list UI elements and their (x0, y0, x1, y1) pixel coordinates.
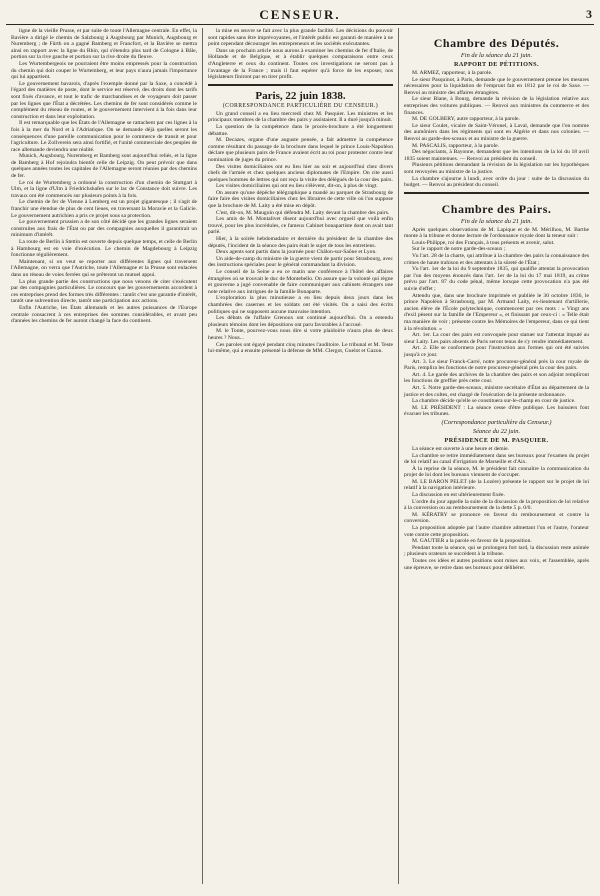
masthead (6, 6, 594, 25)
article-paragraph: Art. 2. Elle se conformera pour l'instruction aux formes qui ont été suivies jusqu'à ce jour. (404, 345, 589, 358)
article-paragraph: On assure qu'une dépêche télégraphique a mandé au parquet de Strasbourg de faire faire des visites domiciliaires chez les libraires de cette ville où l'on suppose que la brochure de M. Laity a été mise en dépôt. (208, 189, 393, 210)
article-paragraph: Plusieurs pétitions demandant la révision de la législation sur les hypothèques sont renvoyées au ministre de la justice. (404, 162, 589, 175)
article-paragraph: Toutes ces idées et autres positions sont mises aux voix, et l'assemblée, après une épreuve, se retire dans ses bureaux pour délibérer. (404, 558, 589, 571)
article-paragraph: M. LE PRÉSIDENT : La séance cesse d'être publique. Les huissiers font évacuer les tribunes. (404, 404, 589, 418)
session-date: Séance du 22 juin. (472, 427, 521, 435)
column-3 (398, 28, 594, 884)
article-paragraph: Le gouvernement prussien a de son côté décidé que les grandes lignes seraient construites aux frais de l'État ou par des compagnies auxquelles il garantirait un minimum d'intérêt. (11, 219, 197, 239)
correspondence-note: (Correspondance particulière du Censeur.) (441, 418, 552, 426)
article-paragraph: Le chemin de fer de Vienne à Lemberg est un projet gigantesque ; il s'agit de franchir une étendue de plus de cent lieues, en traversant la Moravie et la Galicie. Le gouvernement autrichien a pris ce projet sous sa protection. (11, 199, 197, 219)
article-paragraph: Enfin l'Autriche, les États allemands et les autres puissances de l'Europe centrale consacrent à ces entreprises des sommes considérables, et avant peu d'années les chemins de fer auront changé la face du continent. (11, 304, 197, 325)
article-paragraph: M. le Tonte, pourvez-vous nous dire si votre plaidoirie n'aura plus de deux heures ? Nous... (208, 328, 393, 341)
article-paragraph: Deux agents sont partis dans la journée pour Châlon-sur-Saône et Lyon. (216, 249, 377, 256)
article-paragraph: Un grand conseil a eu lieu mercredi chez M. Pasquier. Les ministres et les principaux membres de la chambre des pairs y assistaient. Il a duré jusqu'à minuit. (208, 110, 393, 124)
article-paragraph: La chambre décide qu'elle se constituera sur-le-champ en cour de justice. (412, 398, 576, 405)
article-paragraph: Un aide-de-camp du ministre de la guerre vient de partir pour Strasbourg, avec des instructions spéciales pour le général commandant la division. (208, 255, 393, 269)
article-paragraph: La discussion en est ultérieurement fixée. (412, 492, 505, 499)
article-paragraph: Vu l'art. 1er de la loi du 9 septembre 1835, qui qualifie attentat la provocation par l'un des moyens énoncés dans l'art. 1er de la loi du 17 mai 1819, au crime prévu par l'art. 87 du code pénal, même lorsque cette provocation n'a pas été suivie d'effet ; (404, 266, 589, 293)
section-heading: Chambre des Pairs. (441, 201, 552, 216)
section-divider (404, 192, 589, 194)
article-paragraph: Les amis de M. Montalivet disent aujourd'hui avec orgueil que voilà enfin trouvé, pour les plus incrédules, ce fameux Cabinet bonapartiste dont on avait tant parlé. (208, 216, 393, 236)
article-paragraph: M. PASCALIS, rapporteur, à la parole. (412, 142, 500, 149)
article-paragraph: Le sieur Biane, à Bourg, demande la révision de la législation relative aux entreprises des voitures publiques. — Renvoi aux ministres du commerce et des finances. (404, 96, 589, 116)
article-paragraph: Il est remarquable que les États de l'Allemagne se rattachent par ces lignes à la fois à la mer du Nord et à l'Adriatique. On se demande déjà quelles seront les conséquences d'une pareille communication pour le commerce de transit et pour l'agriculture. Le Zollverein sera ainsi fortifié, et l'unité commerciale des peuples de race allemande deviendra une réalité. (11, 120, 197, 153)
section-subheading: Fin de la séance du 21 juin. (460, 217, 533, 225)
article-paragraph: Le sieur Pasquinot, à Paris, demande que le gouvernement prenne les mesures nécessaires pour la liquidation de l'emprunt fait en 1812 par le roi de Saxe. — Renvoi au ministre des affaires étrangères. (404, 76, 589, 96)
article-paragraph: La route de Berlin à Stettin est ouverte depuis quelque temps, et celle de Berlin à Hambourg est en voie d'exécution. Le chemin de Magdebourg à Leipzig fonctionne régulièrement. (11, 239, 197, 259)
article-paragraph: La plus grande partie des constructions que nous venons de citer s'exécutent par des compagnies particulières. Le concours que les gouvernements accordent à ces entreprises prend des formes très différentes : tantôt c'est une garantie d'intérêt, tantôt une subvention directe, tantôt une participation aux actions. (11, 278, 197, 305)
article-paragraph: La proposition adoptée par l'autre chambre admettant l'un et l'autre, l'orateur vote contre cette proposition. (404, 525, 589, 538)
article-paragraph: L'exploration la plus minutieuse a eu lieu depuis deux jours dans les chambrées des casernes et les soldats ont été visités. On a saisi des écrits politiques qui ne supposent aucune mauvaise intention. (208, 295, 393, 315)
article-paragraph: La chambre s'ajourne à lundi, avec ordre du jour : suite de la discussion du budget. — Renvoi au président du conseil. (404, 175, 589, 189)
article-paragraph: Des négociants, à Bayonne, demandent que les intentions de la loi du 18 avril 1835 soient maintenues. — Renvoi au président du conseil. (404, 149, 589, 162)
newspaper-page (6, 6, 594, 884)
article-paragraph: Hier, à la soirée hebdomadaire et dernière du président de la chambre des députés, l'incident de la séance des pairs était le sujet de tous les entretiens. (208, 236, 393, 249)
presidency-heading: PRÉSIDENCE DE M. PASQUIER. (444, 436, 549, 444)
article-paragraph: Le roi de Wurtemberg a ordonné la construction d'un chemin de Stuttgart à Ulm, et la ligne d'Ulm à Friedrichshafen sur le lac de Constance doit suivre. Les travaux ont été commencés sur plusieurs points à la fois. (11, 179, 197, 199)
article-paragraph: Les visites domiciliaires qui ont eu lieu s'élèvent, dit-on, à plus de vingt. (216, 183, 378, 190)
article-paragraph: Louis-Philippe, roi des Français, à tous présents et avenir, salut. (412, 239, 555, 246)
article-paragraph: Art. 1er. La cour des pairs est convoquée pour statuer sur l'attentat imputé au sieur Laity. Les pairs absents de Paris seront tenus de s'y rendre immédiatement. (404, 332, 589, 345)
article-paragraph: Dans un prochain article nous aurons à examiner les chemins de fer d'Italie, de Hollande et de Belgique, et à établir quelques comparaisons entre ceux d'Angleterre et ceux du continent. Toutes ces investigations ne seront pas à l'avantage de la France ; mais il faut espérer qu'à force de les exposer, nos législateurs finiront par en tirer profit. (208, 47, 393, 81)
article-paragraph: la mise en œuvre se fait avec la plus grande facilité. Les décisions du pouvoir sont rapides sans être imprévoyantes, et l'intérêt public est garanti de manière à ne point cependant décourager les entrepreneurs et les sociétés exécutantes. (208, 28, 393, 48)
article-paragraph: La séance est ouverte à une heure et demie. (412, 445, 510, 452)
article-paragraph: Pendant toute la séance, qui se prolongera fort tard, la discussion reste animée ; plusieurs orateurs se succèdent à la tribune. (404, 544, 589, 558)
article-paragraph: M. GAUTIER a la parole en faveur de la proposition. (412, 538, 532, 545)
section-subheading: Fin de la séance du 21 juin. (460, 52, 533, 59)
article-paragraph: ligne de la vieille Prusse, et par suite de toute l'Allemagne centrale. En effet, la Bavière a dirigé le chemin de Salzbourg à Augsbourg par Munich, Augsbourg et Nuremberg ; de Fürth on a gagné Bamberg et Francfort, et la Bavière se mettra ainsi en rapport avec la ligne du Rhin, qui s'étendra plus tard de Cologne à Bâle, portion sur la rive gauche et portion sur la rive droite du fleuve. (11, 28, 197, 61)
article-paragraph: Des visites domiciliaires ont eu lieu hier au soir et aujourd'hui chez divers chefs de l'armée et chez quelques anciens diplomates de l'Empire. On cite aussi quelques hommes de lettres qui ont reçu la visite des délégués de la cour des pairs. (208, 163, 393, 183)
article-paragraph: Le conseil de la Seine a eu ce matin une conférence à l'hôtel des affaires étrangères où se trouvait le duc de Montebello. On assure que la volonté qui règne et gouverne a jugé convenable de faire communiquer aux cabinets étrangers une note relative aux intrigues de la famille Bonaparte. (208, 269, 393, 295)
article-paragraph: Après quelques observations de M. Lapique et de M. Mérilhou, M. Barthe monte à la tribune et donne lecture de l'ordonnance royale dont la teneur suit : (404, 226, 589, 240)
article-paragraph: Le sieur Coulet, vicaire de Saint-Véronel, à Laval, demande que l'on nomme des aumôniers dans les régiments qui sont en Algérie et dans nos colonies. — Renvoi au garde-des-sceaux et au ministre de la guerre. (404, 122, 589, 142)
article-paragraph: Art. 3. Le sieur Franck-Carré, notre procureur-général près la cour royale de Paris, remplira les fonctions de notre procureur-général près la cour des pairs. (404, 358, 589, 372)
article-paragraph: M. LE BARON PELET (de la Lozère) présente le rapport sur le projet de loi relatif à la navigation intérieure. (404, 478, 589, 492)
article-paragraph: La question de la compétence dans le procès-brochure a été longuement débattue. (208, 123, 393, 137)
article-paragraph: Le gouvernement bavarois, d'après l'exemple donné par la Saxe, a concédé à l'égard des matières de poste, dont le service est réservé, des droits dont les tarifs sont fixés d'avance, et tout le trafic de marchandises et de voyageurs doit passer par les lignes que l'État a décrétées. Les chemins de fer sont considérés comme le complément du réseau de routes, et le gouvernement intervient à la fois dans leur construction et dans leur exploitation. (11, 80, 197, 120)
article-paragraph: À la reprise de la séance, M. le président fait connaître la communication du projet de loi dont les bureaux viennent de s'occuper. (404, 465, 589, 479)
article-paragraph: M. KÉRATRY se prononce en faveur du remboursement et contre la conversion. (404, 511, 589, 525)
article-paragraph: M. Decazes, organe d'une auguste pensée, a fait admettre la compétence comme résultant du passage de la brochure dans lequel le prince Louis-Napoléon déclare que plusieurs pairs de France avaient écrit au roi pour protester contre leur nomination de juges du prince. (208, 137, 393, 163)
section-caps-heading: RAPPORT DE PÉTITIONS. (454, 61, 539, 68)
newspaper-title: CENSEUR. (259, 7, 341, 22)
dateline-subtitle: (CORRESPONDANCE PARTICULIÈRE DU CENSEUR.) (222, 102, 379, 109)
article-paragraph: La chambre se retire immédiatement dans ses bureaux pour l'examen du projet de loi relatif au canal d'irrigation de Marseille et d'Aix. (404, 452, 589, 466)
columns (6, 28, 594, 884)
article-paragraph: L'ordre du jour appelle la suite de la discussion de la proposition de loi relative à la conversion ou au remboursement de la dette 5 p. 0/0. (404, 498, 589, 512)
article-paragraph: Maintenant, si on veut se reporter aux différentes lignes qui traversent l'Allemagne, on verra que l'Autriche, toute l'Allemagne et la Prusse sont enlacées dans un réseau de voies ferrées qui se prêteront un mutuel appui. (11, 258, 197, 278)
article-paragraph: Sur le rapport de notre garde-des-sceaux ; (412, 246, 506, 253)
column-2 (202, 28, 398, 884)
article-paragraph: Attendu que, dans une brochure imprimée et publiée le 30 octobre 1836, le prince Napoléon à Strasbourg, par M. Armand Laity, ex-lieutenant d'artillerie, ancien élève de l'École polytechnique, commencent par ces mots : « Vingt ans d'exil pèsent sur la famille de l'Empereur », et finissant par ceux-ci : « Telle était ma manière de voir ; présente contre les Mémoires de l'empereur, dans ce qui tient à la révolution. » (404, 292, 589, 332)
article-paragraph: Les débats de l'affaire Grenoux ont continué aujourd'hui. On a entendu plusieurs témoins dont les dépositions ont paru favorables à l'accusé. (208, 315, 393, 328)
article-paragraph: Vu l'art. 28 de la charte, qui attribue à la chambre des pairs la connaissance des crimes de haute trahison et des attentats à la sûreté de l'État ; (404, 253, 589, 266)
article-paragraph: C'est, dit-on, M. Mauguin qui défendra M. Laity devant la chambre des pairs. (216, 209, 390, 216)
article-paragraph: M. ARMEZ, rapporteur, à la parole. (412, 70, 493, 76)
column-1 (6, 28, 202, 884)
dateline: Paris, 22 juin 1838. (255, 89, 346, 102)
article-paragraph: Ces paroles ont égayé pendant cinq minutes l'auditoire. Le tribunal et M. Teste lui-même, qui a ensuite présenté la défense de MM. Clergot, Guelot et Gazon. (208, 341, 393, 355)
article-paragraph: Les Wurtembergeois ne pourraient être moins empressés pour la construction du chemin qui doit couper le Wurtemberg, et leur pays n'aura jamais l'importance qui lui appartient. (11, 60, 197, 81)
article-paragraph: Art. 4. Le garde des archives de la chambre des pairs et son adjoint rempliront les fonctions de greffier près cette cour. (404, 371, 589, 385)
section-heading: Chambre des Députés. (433, 36, 560, 50)
section-divider (208, 84, 393, 86)
page-number: 3 (586, 7, 592, 21)
article-paragraph: Art. 5. Notre garde-des-sceaux, ministre secrétaire d'État au département de la justice et des cultes, est chargé de l'exécution de la présente ordonnance. (404, 384, 589, 398)
article-paragraph: M. DE GOLBERY, autre rapporteur, à la parole. (412, 116, 520, 123)
article-paragraph: Munich, Augsbourg, Nuremberg et Bamberg sont aujourd'hui reliés, et la ligne de Bamberg à Hof rejoindra bientôt celle de Leipzig. On peut prévoir que dans quelques années toutes les capitales de l'Allemagne seront réunies par des chemins de fer. (11, 153, 197, 180)
